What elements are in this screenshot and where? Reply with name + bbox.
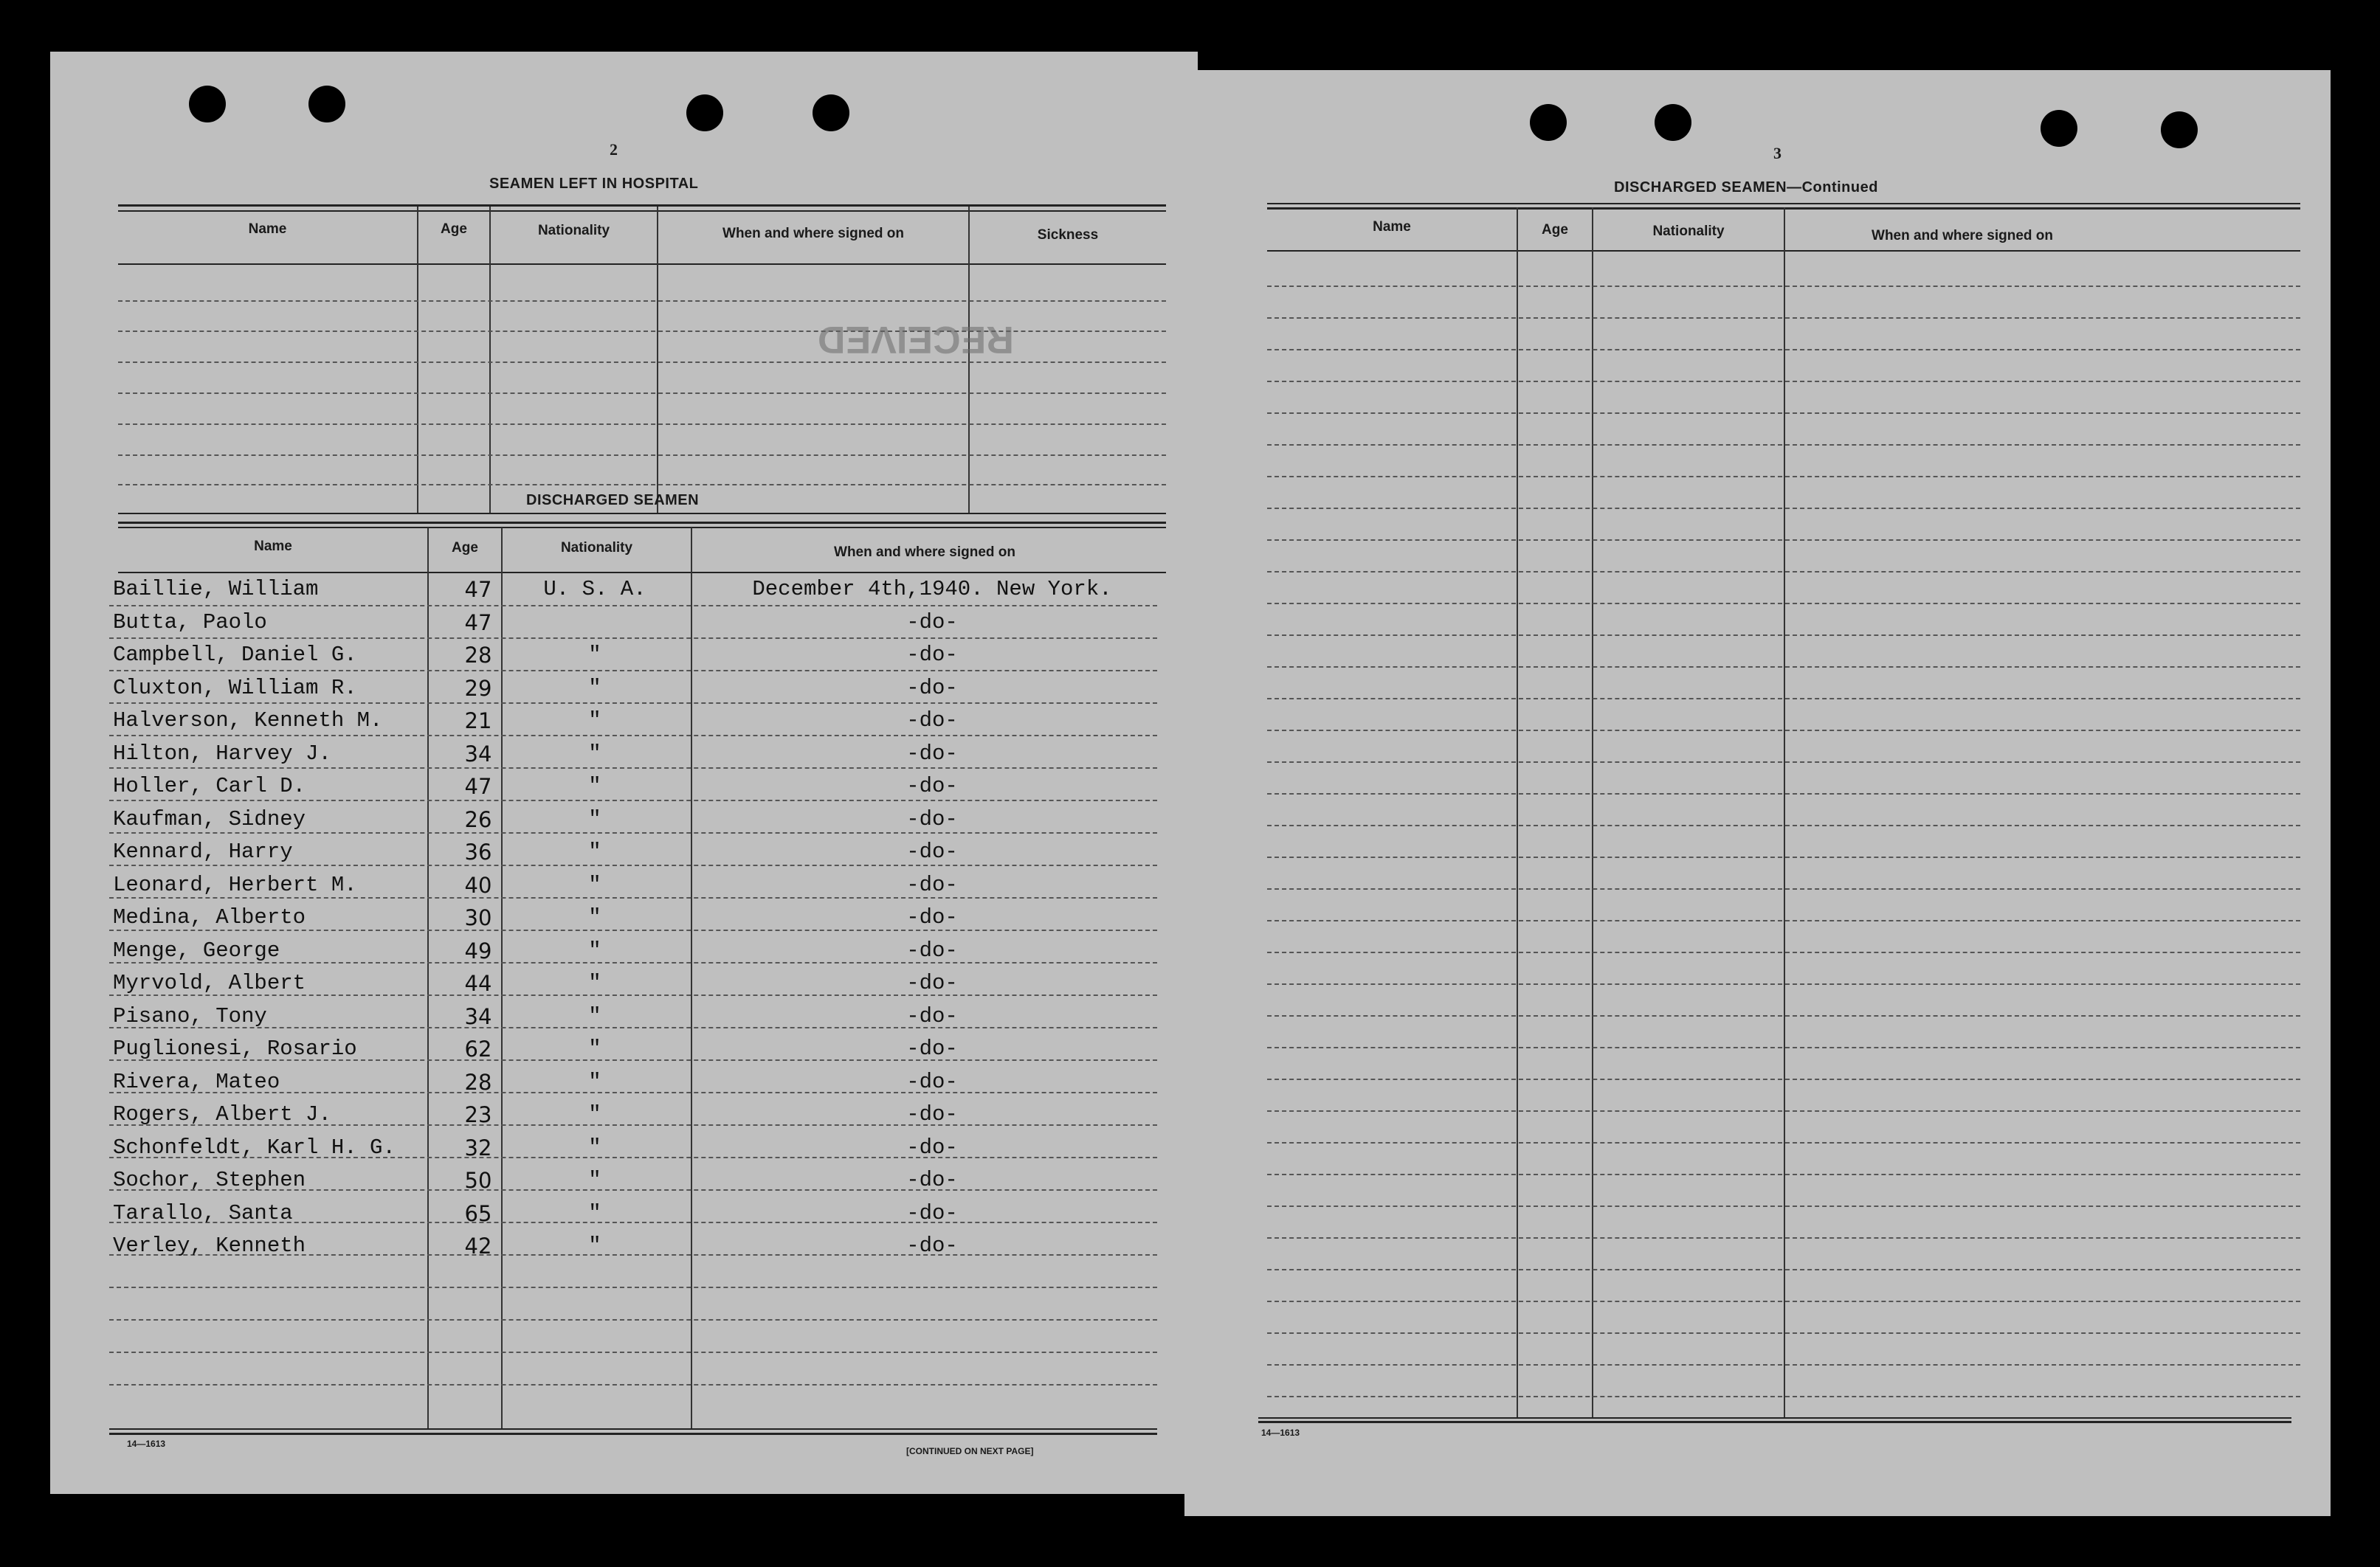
seaman-signed-on: -do- [906,840,958,864]
table-row [50,873,1198,905]
seaman-nationality: U. S. A. [543,577,646,601]
seaman-nationality: " [588,1102,601,1127]
discharged-header-name: Name [254,539,292,554]
punch-hole [2161,111,2198,148]
seaman-name: Rivera, Mateo [113,1069,280,1094]
column-divider [1784,207,1785,1417]
seaman-age: 28 [464,643,492,668]
table-row [50,610,1198,643]
seaman-signed-on: -do- [906,971,958,995]
seaman-nationality: " [588,1200,601,1225]
hospital-section-title: SEAMEN LEFT IN HOSPITAL [489,176,699,192]
seaman-signed-on: -do- [906,872,958,897]
hospital-header-age: Age [441,221,467,237]
seaman-age: 40 [464,872,492,898]
seaman-nationality: " [588,806,601,831]
seaman-nationality: " [588,643,601,667]
seaman-signed-on: -do- [906,1037,958,1061]
table-row [50,643,1198,675]
table-row [50,1102,1198,1135]
left-page [50,52,1198,1494]
table-row [50,774,1198,806]
seaman-nationality: " [588,1168,601,1192]
column-divider [489,207,491,513]
seaman-name: Hilton, Harvey J. [113,741,331,766]
table-row [50,1201,1198,1234]
seaman-name: Cluxton, William R. [113,675,357,700]
seaman-nationality: " [588,1135,601,1160]
table-rule [1258,1421,2291,1423]
discharged-header-age: Age [452,540,478,556]
page-number: 2 [610,140,618,159]
table-row [50,807,1198,840]
seaman-age: 30 [464,905,492,930]
seaman-nationality: " [588,840,601,864]
table-rule [118,210,1166,212]
seaman-age: 65 [464,1200,492,1226]
seaman-signed-on: December 4th,1940. New York. [752,577,1112,601]
table-line [118,423,1166,425]
form-number: 14—1613 [127,1439,166,1449]
seaman-nationality: " [588,938,601,963]
continued-note: [CONTINUED ON NEXT PAGE] [906,1446,1034,1456]
hospital-header-signed: When and where signed on [722,226,904,241]
continued-header-signed: When and where signed on [1872,228,2053,243]
form-number: 14—1613 [1261,1428,1300,1438]
seaman-age: 47 [464,774,492,799]
table-row [50,676,1198,708]
seaman-name: Pisano, Tony [113,1003,267,1028]
seaman-name: Myrvold, Albert [113,971,306,995]
continued-header-name: Name [1373,219,1411,235]
seaman-name: Tarallo, Santa [113,1200,293,1225]
seaman-nationality: " [588,774,601,798]
table-row [50,1234,1198,1266]
table-rule [118,572,1166,573]
seaman-nationality: " [588,872,601,897]
punch-hole [1655,104,1691,141]
seaman-name: Schonfeldt, Karl H. G. [113,1135,396,1160]
table-row [50,741,1198,774]
punch-hole [686,94,723,131]
seaman-nationality: " [588,675,601,700]
seaman-signed-on: -do- [906,938,958,963]
seaman-nationality: " [588,1069,601,1094]
seaman-nationality: " [588,1037,601,1061]
seaman-signed-on: -do- [906,1135,958,1160]
discharged-header-signed: When and where signed on [834,544,1015,560]
seaman-signed-on: -do- [906,905,958,930]
seaman-name: Puglionesi, Rosario [113,1037,357,1061]
continued-header-nationality: Nationality [1652,224,1725,239]
seaman-signed-on: -do- [906,774,958,798]
table-row [50,1135,1198,1168]
table-rule [118,527,1166,528]
table-row [50,905,1198,938]
seaman-name: Medina, Alberto [113,905,306,930]
column-divider [417,207,418,513]
table-rule [1258,1417,2291,1419]
column-divider [1517,207,1518,1417]
hospital-header-name: Name [248,221,287,237]
punch-hole [813,94,849,131]
continued-section-title: DISCHARGED SEAMEN—Continued [1614,179,1878,196]
table-row [50,708,1198,741]
page-number: 3 [1773,144,1781,162]
seaman-signed-on: -do- [906,741,958,766]
table-row [50,1037,1198,1069]
seaman-name: Menge, George [113,938,280,963]
seaman-signed-on: -do- [906,708,958,733]
table-rule [109,1428,1157,1430]
seaman-signed-on: -do- [906,1003,958,1028]
table-line [118,300,1166,302]
received-stamp: RECEIVED [818,318,1014,361]
punch-hole [2041,110,2077,147]
table-rule [118,204,1166,207]
seaman-name: Holler, Carl D. [113,774,306,798]
discharged-section-title: DISCHARGED SEAMEN [526,492,700,508]
seaman-age: 28 [464,1069,492,1095]
table-row [50,577,1198,609]
seaman-name: Verley, Kenneth [113,1234,306,1258]
seaman-age: 29 [464,675,492,701]
seaman-name: Butta, Paolo [113,609,267,634]
seaman-name: Sochor, Stephen [113,1168,306,1192]
seaman-age: 50 [464,1168,492,1193]
seaman-age: 47 [464,609,492,635]
seaman-age: 23 [464,1102,492,1127]
seaman-name: Leonard, Herbert M. [113,872,357,897]
seaman-signed-on: -do- [906,1234,958,1258]
seaman-signed-on: -do- [906,806,958,831]
seaman-signed-on: -do- [906,675,958,700]
discharged-header-nationality: Nationality [560,540,633,556]
punch-hole [308,86,345,122]
seaman-nationality: " [588,741,601,766]
seaman-name: Baillie, William [113,577,319,601]
seaman-age: 32 [464,1135,492,1160]
seaman-signed-on: -do- [906,1200,958,1225]
seaman-age: 49 [464,938,492,964]
punch-hole [1530,104,1567,141]
seaman-nationality: " [588,971,601,995]
table-line [118,362,1166,363]
table-rule [118,263,1166,265]
right-page [1184,70,2331,1516]
table-rule [118,513,1166,514]
seaman-name: Campbell, Daniel G. [113,643,357,667]
seaman-nationality: " [588,1234,601,1258]
seaman-age: 34 [464,1003,492,1029]
seaman-age: 34 [464,741,492,767]
seaman-name: Kaufman, Sidney [113,806,306,831]
seaman-signed-on: -do- [906,1168,958,1192]
seaman-signed-on: -do- [906,1102,958,1127]
seaman-nationality: " [588,708,601,733]
seaman-age: 44 [464,971,492,996]
table-row [50,938,1198,971]
column-divider [657,207,658,513]
seaman-name: Kennard, Harry [113,840,293,864]
column-divider [1592,207,1593,1417]
table-row [50,840,1198,872]
table-row [50,1168,1198,1200]
table-row [50,1070,1198,1102]
table-rule [1267,203,2300,204]
table-line [118,392,1166,394]
seaman-age: 42 [464,1234,492,1259]
table-row [50,971,1198,1003]
seaman-age: 21 [464,708,492,733]
seaman-signed-on: -do- [906,643,958,667]
table-line [118,454,1166,456]
seaman-nationality: " [588,905,601,930]
seaman-age: 36 [464,840,492,865]
continued-header-age: Age [1542,222,1568,238]
seaman-age: 47 [464,577,492,602]
seaman-name: Rogers, Albert J. [113,1102,331,1127]
seaman-age: 62 [464,1037,492,1062]
hospital-header-nationality: Nationality [537,223,610,238]
table-rule [109,1433,1157,1435]
seaman-signed-on: -do- [906,1069,958,1094]
seaman-nationality: " [588,1003,601,1028]
hospital-header-sickness: Sickness [1037,227,1099,243]
seaman-age: 26 [464,806,492,832]
table-row [50,1004,1198,1037]
punch-hole [189,86,226,122]
seaman-name: Halverson, Kenneth M. [113,708,383,733]
table-rule [118,522,1166,524]
table-line [118,484,1166,485]
seaman-signed-on: -do- [906,609,958,634]
